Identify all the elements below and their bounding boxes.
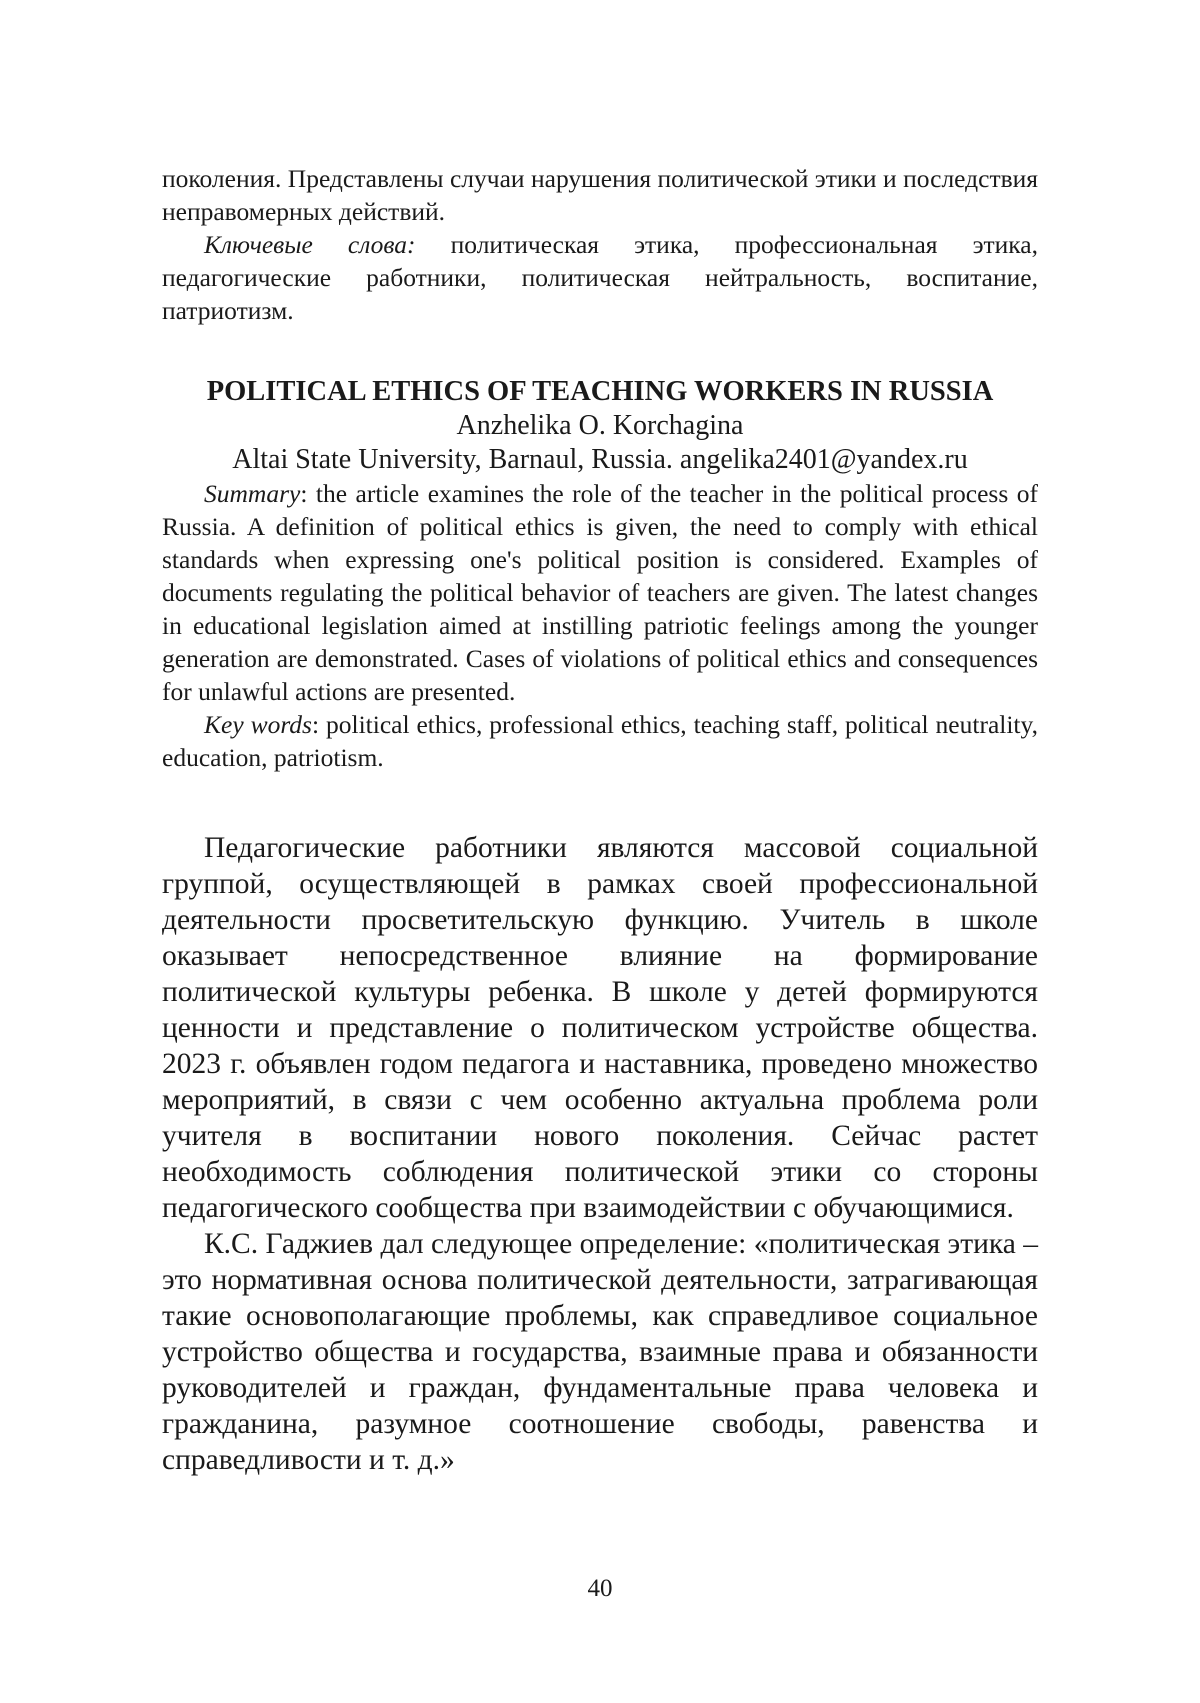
english-summary xyxy=(162,477,1038,708)
english-keywords-label: Key words xyxy=(204,710,312,739)
abstract-continuation: поколения. Представлены случаи нарушения политической этики и последствия неправомерных действий. xyxy=(162,164,1038,226)
author-affiliation: Altai State University, Barnaul, Russia. angelika2401@yandex.ru xyxy=(232,444,968,475)
english-keywords-text: : political ethics, professional ethics, teaching staff, political neutrality, education, patriotism. xyxy=(162,710,1038,772)
english-title: POLITICAL ETHICS OF TEACHING WORKERS IN RUSSIA xyxy=(206,376,994,407)
summary-label: Summary xyxy=(204,479,301,508)
author-name: Anzhelika O. Korchagina xyxy=(456,410,744,441)
russian-keywords-text: политическая этика, профессиональная этика, педагогические работники, политическая нейтральность, воспитание, патриотизм. xyxy=(162,230,1038,325)
page-content xyxy=(162,162,1038,1478)
russian-keywords-label: Ключевые слова: xyxy=(204,230,416,259)
body-paragraph-1: Педагогические работники являются массовой социальной группой, осуществляющей в рамках своей профессиональной деятельности просветительскую функцию. Учитель в школе оказывает непосредственное влияние на формирование политической культуры ребенка. В школе у детей формируются ценности и представление о политическом устройстве общества. 2023 г. объявлен годом педагога и наставника, проведено множество мероприятий, в связи с чем особенно актуальна проблема роли учителя в воспитании нового поколения. Сейчас растет необходимость соблюдения политической этики со стороны педагогического сообщества при взаимодействии с обучающимися. xyxy=(162,832,1038,1224)
summary-text: : the article examines the role of the teacher in the political process of Russia. A definition of political ethics is given, the need to comply with ethical standards when expressing one's political position is considered. Examples of documents regulating the political behavior of teachers are given. The latest changes in educational legislation aimed at instilling patriotic feelings among the younger generation are demonstrated. Cases of violations of political ethics and consequences for unlawful actions are presented. xyxy=(162,479,1038,706)
english-keywords xyxy=(162,708,1038,774)
main-body xyxy=(162,830,1038,1478)
english-abstract xyxy=(162,477,1038,774)
page-number: 40 xyxy=(587,1575,613,1602)
body-paragraph-2: К.С. Гаджиев дал следующее определение: «политическая этика – это нормативная основа политической деятельности, затрагивающая такие основополагающие проблемы, как справедливое социальное устройство общества и государства, взаимные права и обязанности руководителей и граждан, фундаментальные права человека и гражданина, разумное соотношение свободы, равенства и справедливости и т. д.» xyxy=(162,1228,1038,1476)
russian-keywords xyxy=(162,228,1038,327)
russian-abstract-tail xyxy=(162,162,1038,327)
